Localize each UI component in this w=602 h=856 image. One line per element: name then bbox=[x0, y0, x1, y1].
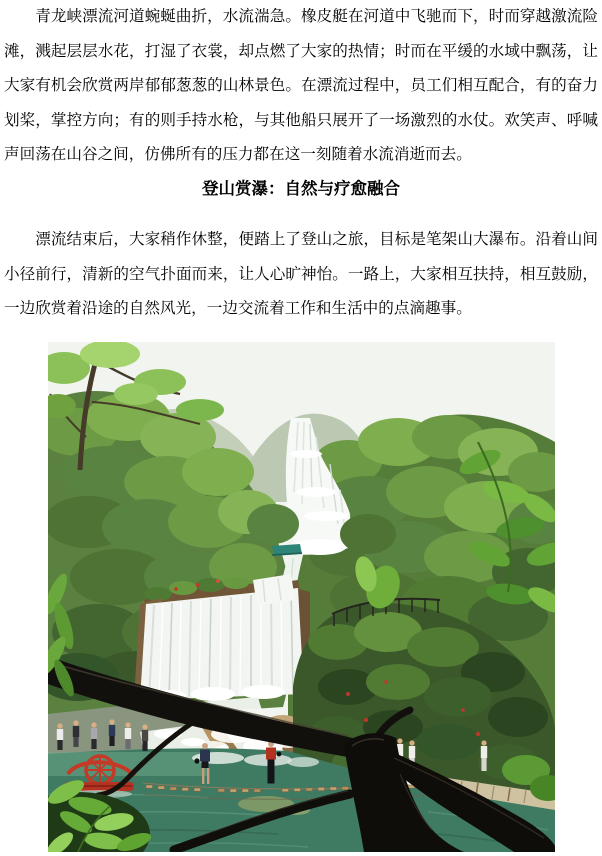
waterfall-scene-illustration bbox=[48, 342, 555, 852]
waterfall-photo bbox=[48, 342, 555, 852]
paragraph-hiking: 漂流结束后，大家稍作休整，便踏上了登山之旅，目标是笔架山大瀑布。沿着山间小径前行，清新的空气扑面而来，让人心旷神怡。一路上，大家相互扶持，相互鼓励，一边欣赏着沿途的自然风光，一边交流着工作和生活中的点滴趣事。 bbox=[4, 230, 598, 318]
paragraph-rafting: 青龙峡漂流河道蜿蜒曲折，水流湍急。橡皮艇在河道中飞驰而下，时而穿越激流险滩，溅起层层水花，打湿了衣裳，却点燃了大家的热情；时而在平缓的水域中飘荡，让大家有机会欣赏两岸郁郁葱葱的山林景色。在漂流过程中，员工们相互配合，有的奋力划桨，掌控方向；有的则手持水枪，与其他船只展开了一场激烈的水仗。欢笑声、呼喊声回荡在山谷之间，仿佛所有的压力都在这一刻随着水流消逝而去。 bbox=[4, 8, 598, 164]
pavilion-roof bbox=[272, 544, 302, 556]
section-heading: 登山赏瀑：自然与疗愈融合 bbox=[202, 178, 400, 198]
